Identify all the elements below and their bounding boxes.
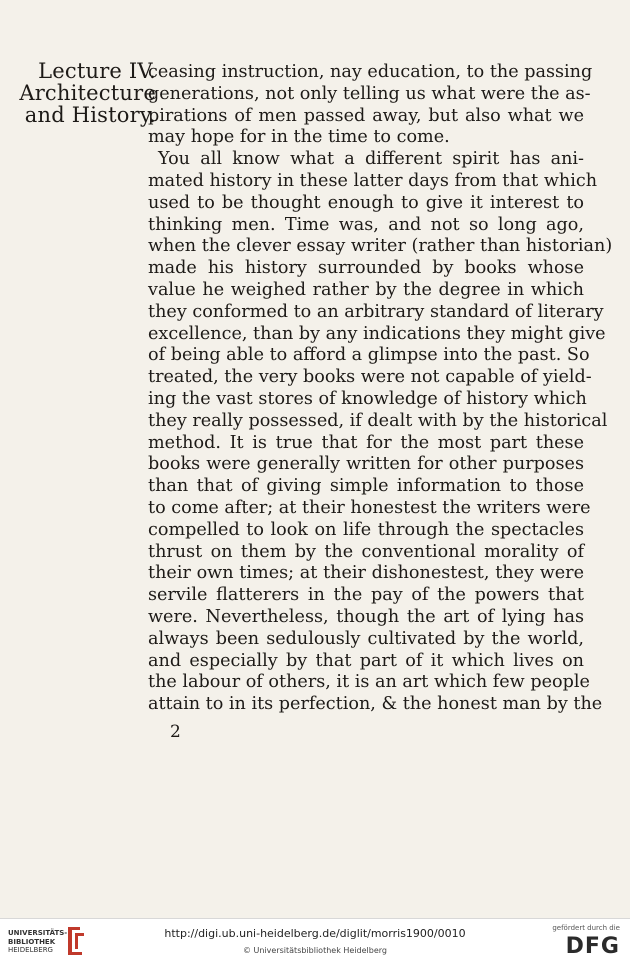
margin-note-line: Architecture	[19, 81, 156, 105]
text-line: they conformed to an arbitrary standard of literary	[148, 301, 604, 322]
text-line: were. Nevertheless, though the art of lying has	[148, 606, 584, 627]
text-line: to come after; at their honestest the writers were	[148, 497, 591, 518]
text-line: when the clever essay writer (rather than historian)	[148, 236, 613, 257]
funder-caption: gefördert durch die	[552, 924, 620, 932]
text-line: used to be thought enough to give it interest to	[148, 192, 584, 213]
text-line: than that of giving simple information to those	[148, 476, 584, 497]
text-line: pirations of men passed away, but also what we	[148, 105, 584, 126]
text-line: ing the vast stores of knowledge of history which	[148, 388, 587, 409]
margin-note-line: and History.	[24, 103, 156, 127]
text-line: their own times; at their dishonestest, they were	[148, 563, 584, 584]
text-line: treated, the very books were not capable of yield‐	[148, 367, 592, 388]
library-name-line: BIBLIOTHEK	[8, 937, 56, 946]
text-line: always been sedulously cultivated by the world,	[148, 628, 584, 649]
dfg-logo: DFG	[565, 934, 620, 959]
body-text	[148, 62, 613, 716]
page-number: 2	[170, 722, 181, 742]
text-line: generations, not only telling us what were the as‐	[148, 83, 591, 104]
text-line: mated history in these latter days from that which	[148, 170, 598, 191]
text-line: value he weighed rather by the degree in which	[148, 279, 584, 300]
text-line: the labour of others, it is an art which few people	[148, 672, 590, 693]
library-emblem-icon	[64, 925, 86, 957]
text-line: excellence, than by any indications they might give	[148, 323, 606, 344]
text-line: thinking men. Time was, and not so long ago,	[148, 214, 584, 235]
text-line: and especially by that part of it which lives on	[148, 650, 584, 671]
text-line: You all know what a different spirit has ani‐	[158, 149, 584, 170]
library-logo-text	[8, 929, 67, 955]
text-line: thrust on them by the conventional morality of	[148, 541, 584, 562]
permalink-link[interactable]: http://digi.ub.uni-heidelberg.de/diglit/morris1900/0010	[164, 927, 466, 940]
margin-note-line: Lecture IV.	[38, 59, 156, 83]
text-line: books were generally written for other purposes	[148, 454, 584, 475]
text-line: made his history surrounded by books whose	[148, 258, 584, 279]
text-line: compelled to look on life through the spectacles	[148, 519, 584, 540]
margin-note	[6, 60, 156, 126]
library-name-line: HEIDELBERG	[8, 946, 53, 954]
text-line: ceasing instruction, nay education, to the passing	[148, 62, 593, 82]
viewer-footer	[0, 918, 630, 963]
text-line: may hope for in the time to come.	[148, 127, 450, 148]
text-line: servile flatterers in the pay of the powers that	[148, 585, 584, 606]
text-line: they really possessed, if dealt with by the historical	[148, 410, 608, 431]
text-line: method. It is true that for the most part these	[148, 432, 584, 453]
library-name-line: UNIVERSITÄTS-	[8, 929, 68, 937]
text-line: attain to in its perfection, & the honest man by the	[148, 694, 603, 715]
text-line: of being able to afford a glimpse into the past. So	[148, 345, 590, 366]
copyright-notice: © Universitätsbibliothek Heidelberg	[242, 946, 387, 955]
